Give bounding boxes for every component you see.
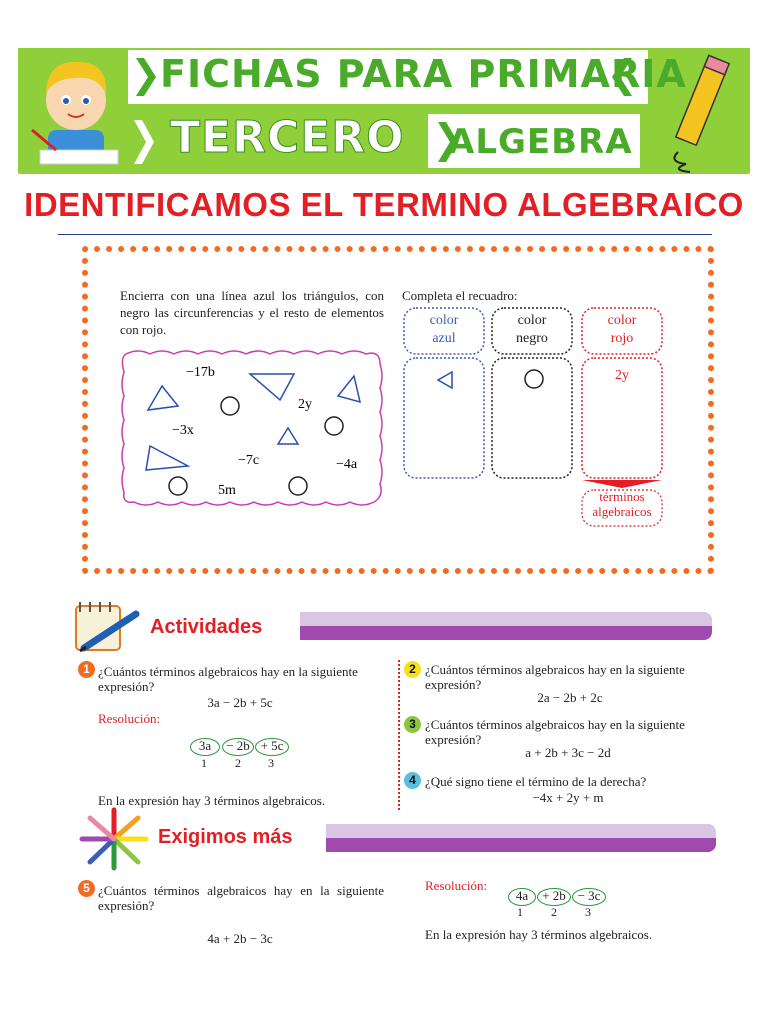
column-label-red: color rojo	[607, 313, 637, 346]
question-1-text: ¿Cuántos términos algebraicos hay en la siguiente expresión?	[98, 664, 358, 694]
instruction-text: Encierra con una línea azul los triángulos, con negro las circunferencias y el resto de elementos con rojo.	[120, 288, 384, 337]
activities-bar	[300, 626, 712, 640]
term-count: 2	[235, 756, 241, 770]
term-label: −17b	[186, 365, 215, 380]
column-label-blue: color azul	[429, 313, 459, 346]
notebook-icon	[70, 596, 144, 658]
question-number-badge: 4	[404, 772, 421, 789]
question-1-expression: 3a − 2b + 5c	[207, 695, 273, 710]
term-oval: 4a	[508, 888, 536, 906]
triangle-shape	[338, 376, 360, 402]
body-cell-black	[492, 358, 572, 478]
term-count: 1	[517, 905, 523, 919]
header-title-subject: ALGEBRA	[448, 122, 633, 162]
term-label: 2y	[298, 397, 312, 412]
column-divider	[398, 660, 400, 810]
activities-bar-top	[300, 612, 712, 626]
header-title-grade: TERCERO	[170, 112, 405, 163]
term-count: 2	[551, 905, 557, 919]
shapes-panel	[118, 346, 386, 510]
question-1-answer: En la expresión hay 3 términos algebraicos.	[98, 793, 326, 808]
colored-pencils-icon	[74, 806, 154, 872]
extra-bar	[326, 838, 716, 852]
question-5-answer: En la expresión hay 3 términos algebraicos.	[425, 927, 653, 942]
pointer-arrow	[582, 480, 662, 488]
question-5-resolution-label: Resolución:	[425, 878, 488, 893]
question-number-badge: 3	[404, 716, 421, 733]
term-count: 3	[585, 905, 591, 919]
term-oval: + 2b	[537, 888, 571, 906]
circle-shape	[169, 477, 187, 495]
question-4-text: ¿Qué signo tiene el término de la derecha?	[425, 774, 647, 789]
question-number-badge: 5	[78, 880, 95, 897]
question-5-expression: 4a + 2b − 3c	[207, 931, 273, 946]
question-3-text: ¿Cuántos términos algebraicos hay en la siguiente expresión?	[425, 717, 685, 747]
circle-example	[525, 370, 543, 388]
term-count: 3	[268, 756, 274, 770]
term-oval: − 2b	[222, 738, 254, 756]
term-oval: − 3c	[572, 888, 606, 906]
circle-shape	[325, 417, 343, 435]
term-count: 1	[201, 756, 207, 770]
question-number-badge: 2	[404, 661, 421, 678]
question-3-expression: a + 2b + 3c − 2d	[525, 745, 611, 760]
page-title: IDENTIFICAMOS EL TERMINO ALGEBRAICO	[24, 186, 744, 223]
extra-title: Exigimos más	[158, 826, 293, 848]
header-title-line1: FICHAS PARA PRIMARIA	[160, 52, 687, 96]
circle-shape	[221, 397, 239, 415]
term-label: −7c	[238, 453, 260, 468]
term-label: −3x	[172, 423, 194, 438]
triangle-shape	[148, 386, 178, 410]
child-illustration-icon	[32, 62, 118, 164]
circle-shape	[289, 477, 307, 495]
question-number-badge: 1	[78, 661, 95, 678]
activities-title: Actividades	[150, 616, 263, 638]
term-oval: + 5c	[255, 738, 289, 756]
question-5-text: ¿Cuántos términos algebraicos hay en la siguiente expresión?	[98, 883, 384, 913]
term-oval: 3a	[190, 738, 220, 756]
complete-label: Completa el recuadro:	[402, 288, 518, 303]
question-4-expression: −4x + 2y + m	[532, 790, 604, 805]
term-label: 5m	[218, 483, 236, 498]
triangle-shape	[278, 428, 298, 444]
question-1-resolution-label: Resolución:	[98, 711, 161, 726]
triangle-shape	[250, 374, 294, 400]
terms-label: términos algebraicos	[592, 489, 652, 519]
term-label: −4a	[336, 457, 358, 472]
triangle-shape	[146, 446, 188, 470]
title-divider	[58, 234, 712, 235]
question-2-expression: 2a − 2b + 2c	[537, 690, 603, 705]
extra-bar-top	[326, 824, 716, 838]
red-example-term: 2y	[615, 368, 629, 383]
triangle-example	[438, 372, 452, 388]
question-2-text: ¿Cuántos términos algebraicos hay en la siguiente expresión?	[425, 662, 685, 692]
column-label-black: color negro	[516, 313, 548, 346]
